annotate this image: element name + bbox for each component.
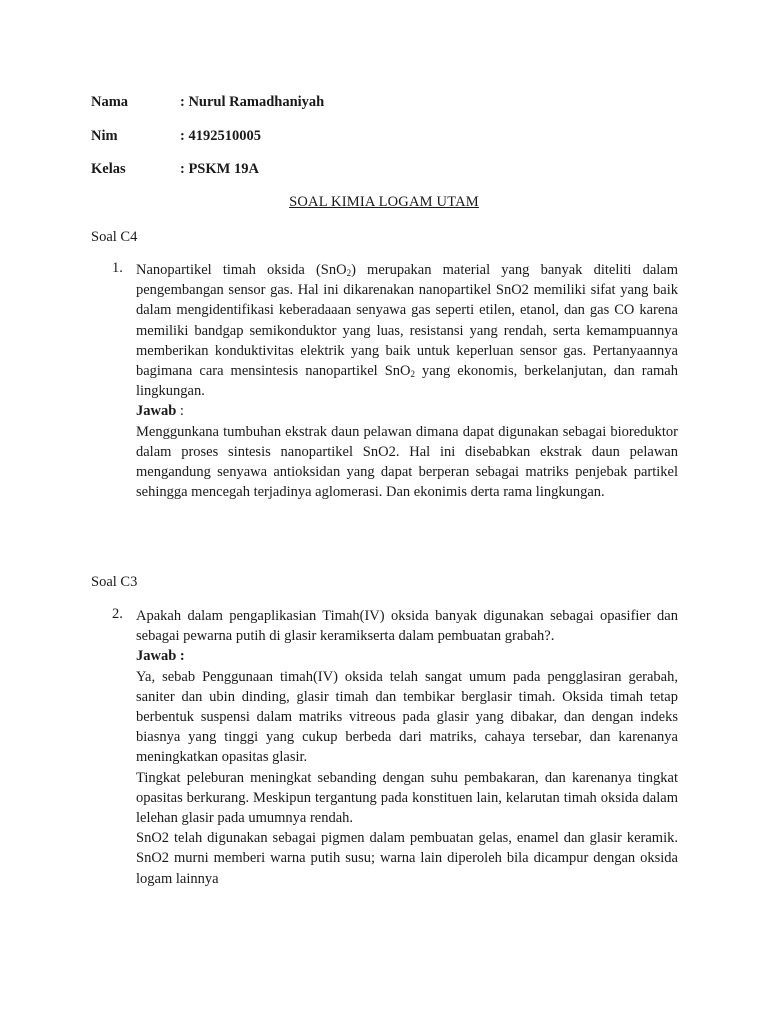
nim-value: : 4192510005	[180, 128, 261, 144]
question-item-1	[91, 260, 678, 502]
document-title: SOAL KIMIA LOGAM UTAM	[289, 194, 479, 210]
question-body	[136, 260, 678, 502]
answer-label: Jawab :	[136, 648, 185, 665]
question-text: Nanopartikel timah oksida (SnO$_2$) merupakan material yang banyak diteliti dalam pengembangan sensor gas. Hal ini dikarenakan nanopartikel SnO2 memiliki sifat yang baik dalam mengidentifikasi keberadaaan senyawa gas seperti etilen, etanol, dan gas CO karena memiliki bandgap semikonduktor yang luas, resistansi yang rendah, serta kemampuannya memberikan konduktivitas elektrik yang baik untuk keperluan sensor gas. Pertanyaannya bagimana cara mensintesis nanopartikel SnO$_2$ yang ekonomis, berkelanjutan, dan ramah lingkungan.	[136, 262, 678, 400]
question-text: Apakah dalam pengaplikasian Timah(IV) oksida banyak digunakan sebagai opasifier dan sebagai pewarna putih di glasir keramikserta dalam pembuatan grabah?.	[136, 608, 678, 645]
nim-label: Nim	[91, 128, 118, 144]
answer-paragraph-1: Ya, sebab Penggunaan timah(IV) oksida telah sangat umum pada pengglasiran gerabah, saniter dan ubin dinding, glasir timah dan tembikar berglasir timah. Oksida timah tetap berbentuk suspensi dalam matriks vitreous pada glasir yang dibakar, dan dengan indeks biasnya yang tinggi yang cukup berbeda dari matriks, cahaya tersebar, dan karenanya meningkatkan opasitas glasir.	[136, 668, 678, 766]
name-label: Nama	[91, 94, 129, 110]
question-item-2	[91, 606, 678, 889]
question-number: 1.	[112, 260, 123, 276]
question-body	[136, 606, 678, 889]
answer-paragraph-2: Tingkat peleburan meningkat sebanding dengan suhu pembakaran, dan karenanya tingkat opasitas berkurang. Meskipun tergantung pada konstituen lain, kelarutan timah oksida dalam lelehan glasir pada umumnya rendah.	[136, 769, 678, 827]
answer-paragraph-3: SnO2 telah digunakan sebagai pigmen dalam pembuatan gelas, enamel dan glasir keramik. SnO2 murni memberi warna putih susu; warna lain diperoleh bila dicampur dengan oksida logam lainnya	[136, 830, 678, 887]
class-value: : PSKM 19A	[180, 161, 259, 177]
answer-label: Jawab :	[136, 403, 184, 420]
section-heading-c3: Soal C3	[91, 574, 138, 590]
section-heading-c4: Soal C4	[91, 229, 138, 245]
class-label: Kelas	[91, 161, 126, 177]
answer-text: Menggunkana tumbuhan ekstrak daun pelawan dimana dapat digunakan sebagai bioreduktor dalam proses sintesis nanopartikel SnO2. Hal ini disebabkan ekstrak daun pelawan mengandung senyawa antioksidan yang dapat berperan sebagai matriks penjebak partikel sehingga mencegah terjadinya aglomerasi. Dan ekonimis derta rama lingkungan.	[136, 423, 678, 501]
question-number: 2.	[112, 606, 123, 622]
name-value: : Nurul Ramadhaniyah	[180, 94, 325, 110]
